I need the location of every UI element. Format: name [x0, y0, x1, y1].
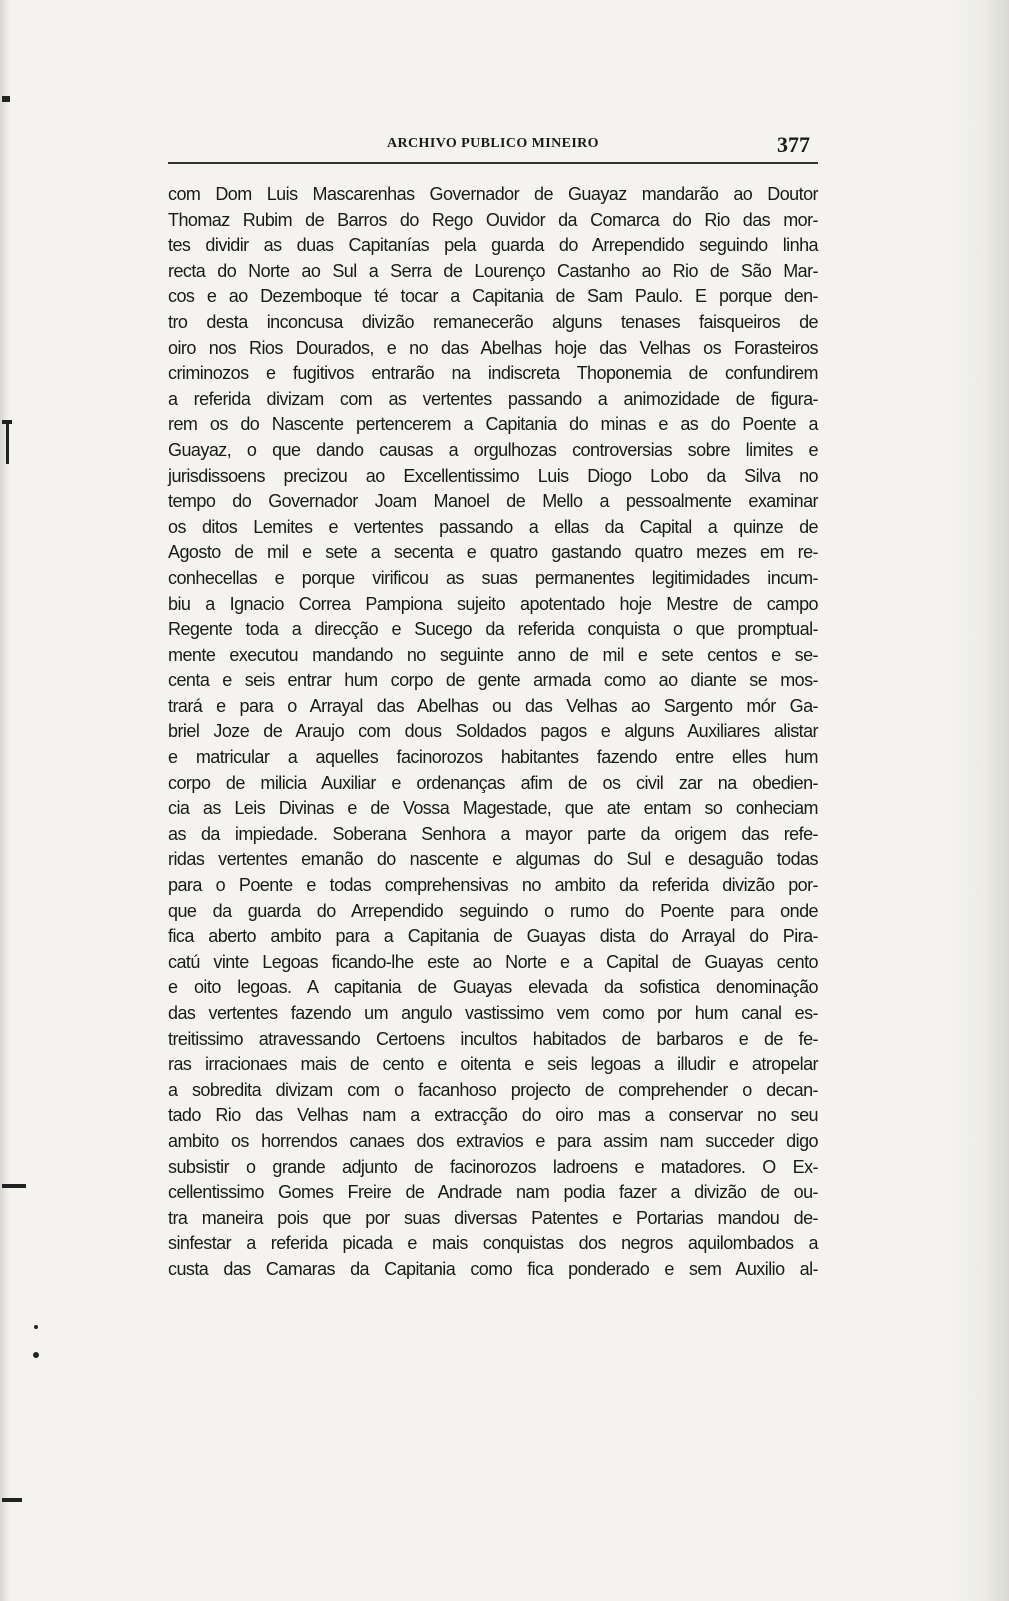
page-edge-left — [0, 0, 10, 1601]
text-line: mente executou mandando no seguinte anno de mil e sete centos e se- — [168, 644, 818, 665]
page-number: 377 — [777, 132, 810, 157]
text-line: tes dividir as duas Capitanías pela guarda do Arrependido seguindo linha — [168, 235, 818, 256]
scan-mark — [2, 1498, 22, 1502]
text-line: Regente toda a direcção e Sucego da referida conquista o que promptual- — [168, 619, 818, 640]
text-line: sinfestar a referida picada e mais conquistas dos negros aquilombados a — [168, 1233, 818, 1254]
scan-mark — [6, 424, 9, 464]
text-line: ridas vertentes emanão do nascente e algumas do Sul e desaguão todas — [168, 849, 818, 870]
text-line: oiro nos Rios Dourados, e no das Abelhas hoje das Velhas os Forasteiros — [168, 337, 818, 358]
text-line: e oito legoas. A capitania de Guayas elevada da sofistica denominação — [168, 977, 818, 998]
text-line: para o Poente e todas comprehensivas no ambito da referida divizão por- — [168, 875, 818, 896]
text-line: conhecellas e porque virificou as suas permanentes legitimidades incum- — [168, 567, 818, 588]
text-line: a referida divizam com as vertentes passando a animozidade de figura- — [168, 388, 818, 409]
text-line: ras irracionaes mais de cento e oitenta e seis legoas a illudir e atropelar — [168, 1054, 818, 1075]
text-line: das vertentes fazendo um angulo vastissimo vem como por hum canal es- — [168, 1003, 818, 1023]
text-line: rem os do Nascente pertencerem a Capitania do minas e as do Poente a — [168, 414, 818, 435]
text-line: Agosto de mil e sete a secenta e quatro gastando quatro mezes em re- — [168, 542, 818, 563]
text-line: ambito os horrendos canaes dos extravios e para assim nam succeder digo — [168, 1130, 818, 1151]
page-edge-right — [949, 0, 1009, 1601]
text-line: criminozos e fugitivos entrarão na indiscreta Thoponemia de confundirem — [168, 363, 818, 384]
scan-mark — [2, 1184, 26, 1188]
text-line: cos e ao Dezemboque té tocar a Capitania de Sam Paulo. E porque den- — [168, 286, 818, 307]
text-line: a sobredita divizam com o facanhoso projecto de comprehender o decan- — [168, 1079, 818, 1100]
body-text — [168, 182, 818, 1283]
text-line: centa e seis entrar hum corpo de gente armada como ao diante se mos- — [168, 670, 818, 691]
text-line: tro desta inconcusa divizão remanecerão alguns tenases faisqueiros de — [168, 311, 818, 332]
text-line: biu a Ignacio Correa Pampiona sujeito apotentado hoje Mestre de campo — [168, 593, 818, 614]
text-line: corpo de milicia Auxiliar e ordenanças afim de os civil zar na obedien- — [168, 772, 818, 793]
text-line: as da impiedade. Soberana Senhora a mayor parte da origem das refe- — [168, 823, 818, 844]
text-line: fica aberto ambito para a Capitania de Guayas dista do Arrayal do Pira- — [168, 926, 818, 947]
text-line: Thomaz Rubim de Barros do Rego Ouvidor da Comarca do Rio das mor- — [168, 209, 818, 230]
text-line: cia as Leis Divinas e de Vossa Magestade, que ate entam so conheciam — [168, 798, 818, 819]
scan-mark — [33, 1352, 39, 1358]
text-line: subsistir o grande adjunto de facinorozos ladroens e matadores. O Ex- — [168, 1156, 818, 1177]
text-line: trará e para o Arrayal das Abelhas ou das Velhas ao Sargento mór Ga- — [168, 695, 818, 716]
text-line: custa das Camaras da Capitania como fica ponderado e sem Auxilio al- — [168, 1258, 818, 1279]
text-line: briel Joze de Araujo com dous Soldados pagos e alguns Auxiliares alistar — [168, 721, 818, 742]
running-title: ARCHIVO PUBLICO MINEIRO — [387, 136, 599, 151]
text-line: tra maneira pois que por suas diversas Patentes e Portarias mandou de- — [168, 1207, 818, 1228]
text-line: tado Rio das Velhas nam a extracção do oiro mas a conservar no seu — [168, 1105, 818, 1126]
text-line: Guayaz, o que dando causas a orgulhozas controversias sobre limites e — [168, 439, 818, 460]
header-rule — [168, 162, 818, 164]
scan-mark — [2, 96, 10, 102]
text-line: treitissimo atravessando Certoens incultos habitados de barbaros e de fe- — [168, 1028, 818, 1049]
scan-mark — [34, 1325, 38, 1329]
text-line: e matricular a aquelles facinorozos habitantes fazendo entre elles hum — [168, 747, 818, 768]
text-line: com Dom Luis Mascarenhas Governador de Guayaz mandarão ao Doutor — [168, 184, 818, 204]
text-line: tempo do Governador Joam Manoel de Mello a pessoalmente examinar — [168, 491, 818, 512]
page-header — [168, 132, 818, 162]
text-line: recta do Norte ao Sul a Serra de Lourenço Castanho ao Rio de São Mar- — [168, 260, 818, 281]
text-line: que da guarda do Arrependido seguindo o rumo do Poente para onde — [168, 900, 818, 921]
text-line: os ditos Lemites e vertentes passando a ellas da Capital a quinze de — [168, 516, 818, 537]
text-line: jurisdissoens precizou ao Excellentissimo Luis Diogo Lobo da Silva no — [168, 465, 818, 486]
text-line: catú vinte Legoas ficando-lhe este ao Norte e a Capital de Guayas cento — [168, 951, 818, 972]
text-line: cellentissimo Gomes Freire de Andrade nam podia fazer a divizão de ou- — [168, 1182, 818, 1203]
